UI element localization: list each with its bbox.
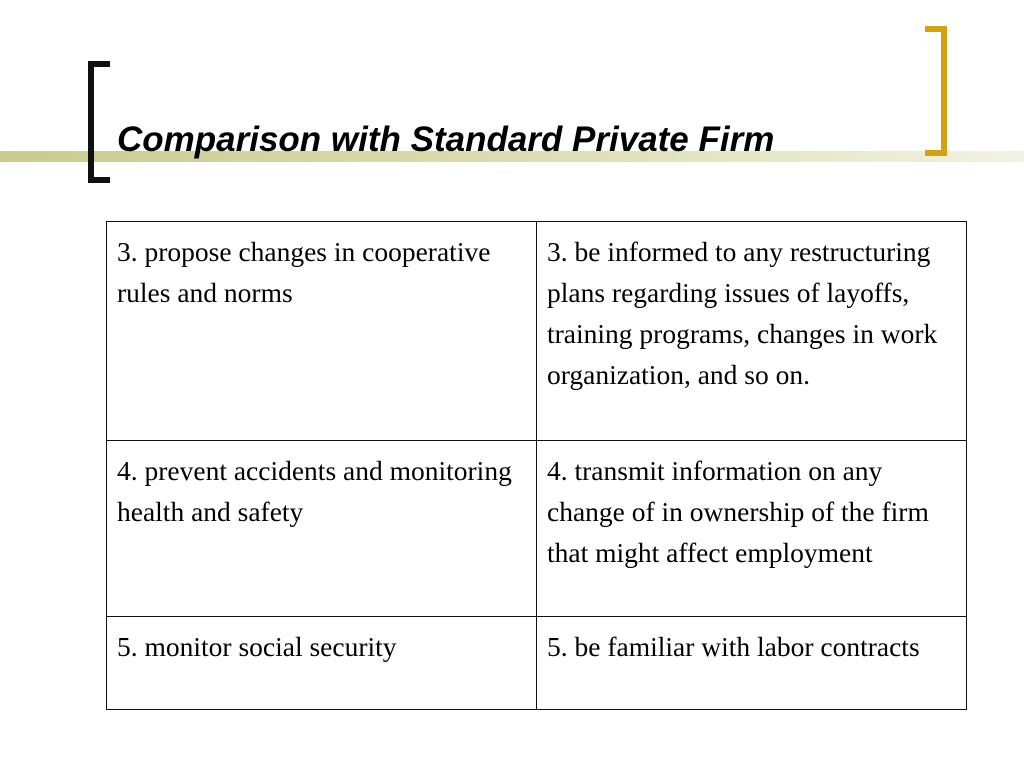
table-cell-right: 5. be familiar with labor contracts (537, 617, 967, 710)
table-cell-left: 4. prevent accidents and monitoring health and safety (107, 441, 537, 617)
table-cell-right: 3. be informed to any restructuring plans regarding issues of layoffs, training programs, changes in work organization, and so on. (537, 222, 967, 441)
slide-title: Comparison with Standard Private Firm (117, 120, 775, 159)
table-cell-right: 4. transmit information on any change of in ownership of the firm that might affect employment (537, 441, 967, 617)
table-row (107, 617, 967, 710)
table-cell-left: 5. monitor social security (107, 617, 537, 710)
left-bracket-decoration (88, 61, 110, 183)
right-bracket-decoration (925, 26, 947, 156)
comparison-table (106, 221, 967, 710)
table-cell-left: 3. propose changes in cooperative rules and norms (107, 222, 537, 441)
table-row (107, 441, 967, 617)
table-row (107, 222, 967, 441)
